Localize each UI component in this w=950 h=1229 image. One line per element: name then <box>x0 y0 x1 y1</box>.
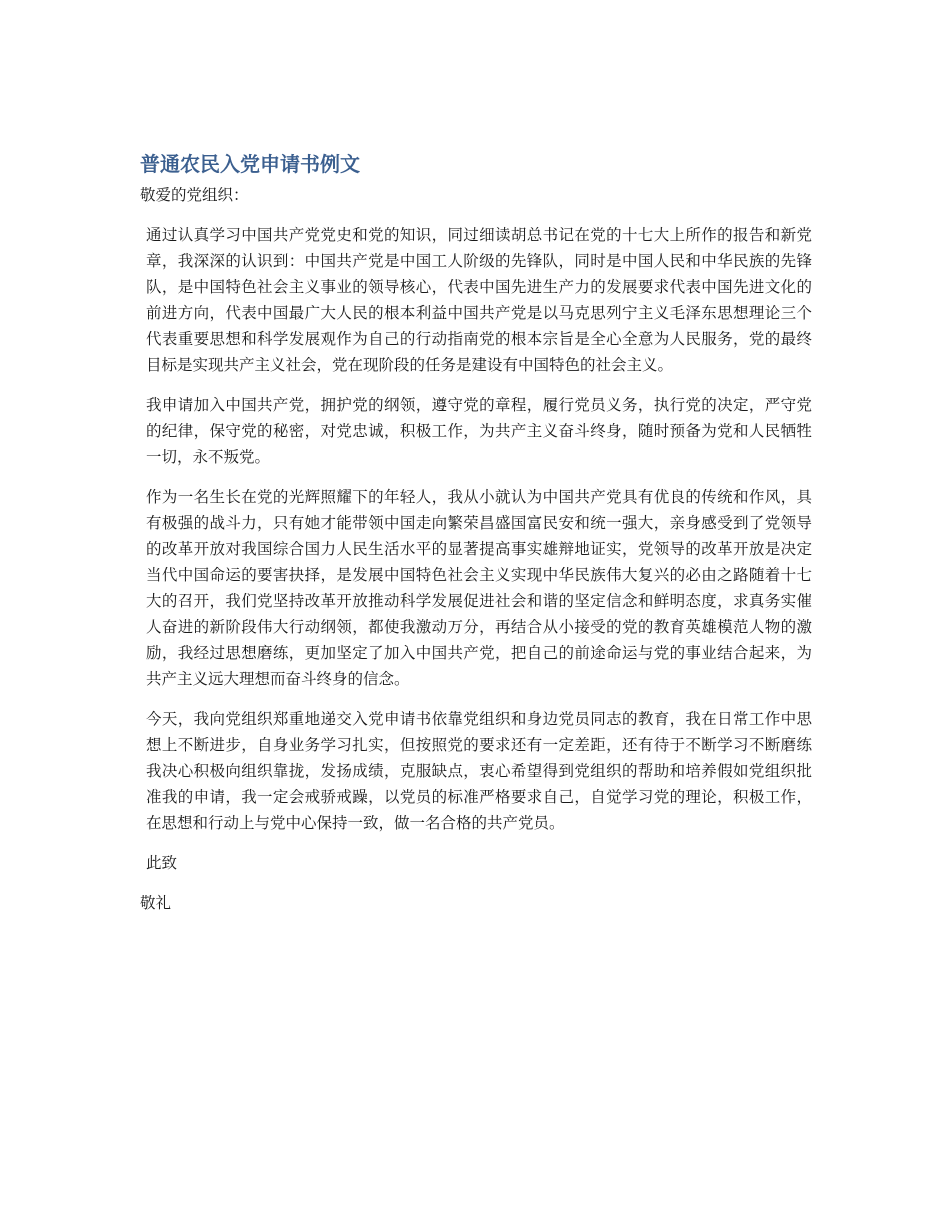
closing-greeting: 此致 <box>146 854 178 872</box>
paragraph-2: 我申请加入中国共产党，拥护党的纲领，遵守党的章程，履行党员义务，执行党的决定，严守党的纪律，保守党的秘密，对党忠诚，积极工作，为共产主义奋斗终身，随时预备为党和人民牺牲一切，永不叛党。 <box>146 396 812 466</box>
document-page <box>140 150 812 930</box>
paragraph-4: 今天，我向党组织郑重地递交入党申请书依靠党组织和身边党员同志的教育，我在日常工作中思想上不断进步，自身业务学习扎实，但按照党的要求还有一定差距，还有待于不断学习不断磨练我决心积极向组织靠拢，发扬成绩，克服缺点，衷心希望得到党组织的帮助和培养假如党组织批准我的申请，我一定会戒骄戒躁，以党员的标准严格要求自己，自觉学习党的理论，积极工作，在思想和行动上与党中心保持一致，做一名合格的共产党员。 <box>146 710 812 832</box>
paragraph-1: 通过认真学习中国共产党党史和党的知识，同过细读胡总书记在党的十七大上所作的报告和新党章，我深深的认识到：中国共产党是中国工人阶级的先锋队，同时是中国人民和中华民族的先锋队，是中国特色社会主义事业的领导核心，代表中国先进生产力的发展要求代表中国先进文化的前进方向，代表中国最广大人民的根本利益中国共产党是以马克思列宁主义毛泽东思想理论三个代表重要思想和科学发展观作为自己的行动指南党的根本宗旨是全心全意为人民服务，党的最终目标是实现共产主义社会，党在现阶段的任务是建设有中国特色的社会主义。 <box>146 226 812 374</box>
salutation: 敬爱的党组织： <box>140 186 249 204</box>
closing-salute: 敬礼 <box>140 894 172 912</box>
document-title: 普通农民入党申请书例文 <box>140 152 360 176</box>
paragraph-3: 作为一名生长在党的光辉照耀下的年轻人，我从小就认为中国共产党具有优良的传统和作风，具有极强的战斗力，只有她才能带领中国走向繁荣昌盛国富民安和统一强大，亲身感受到了党领导的改革开放对我国综合国力人民生活水平的显著提高事实雄辩地证实，党领导的改革开放是决定当代中国命运的要害抉择，是发展中国特色社会主义实现中华民族伟大复兴的必由之路随着十七大的召开，我们党坚持改革开放推动科学发展促进社会和谐的坚定信念和鲜明态度，求真务实催人奋进的新阶段伟大行动纲领，都使我激动万分，再结合从小接受的党的教育英雄模范人物的激励，我经过思想磨练，更加坚定了加入中国共产党，把自己的前途命运与党的事业结合起来，为共产主义远大理想而奋斗终身的信念。 <box>146 488 812 688</box>
